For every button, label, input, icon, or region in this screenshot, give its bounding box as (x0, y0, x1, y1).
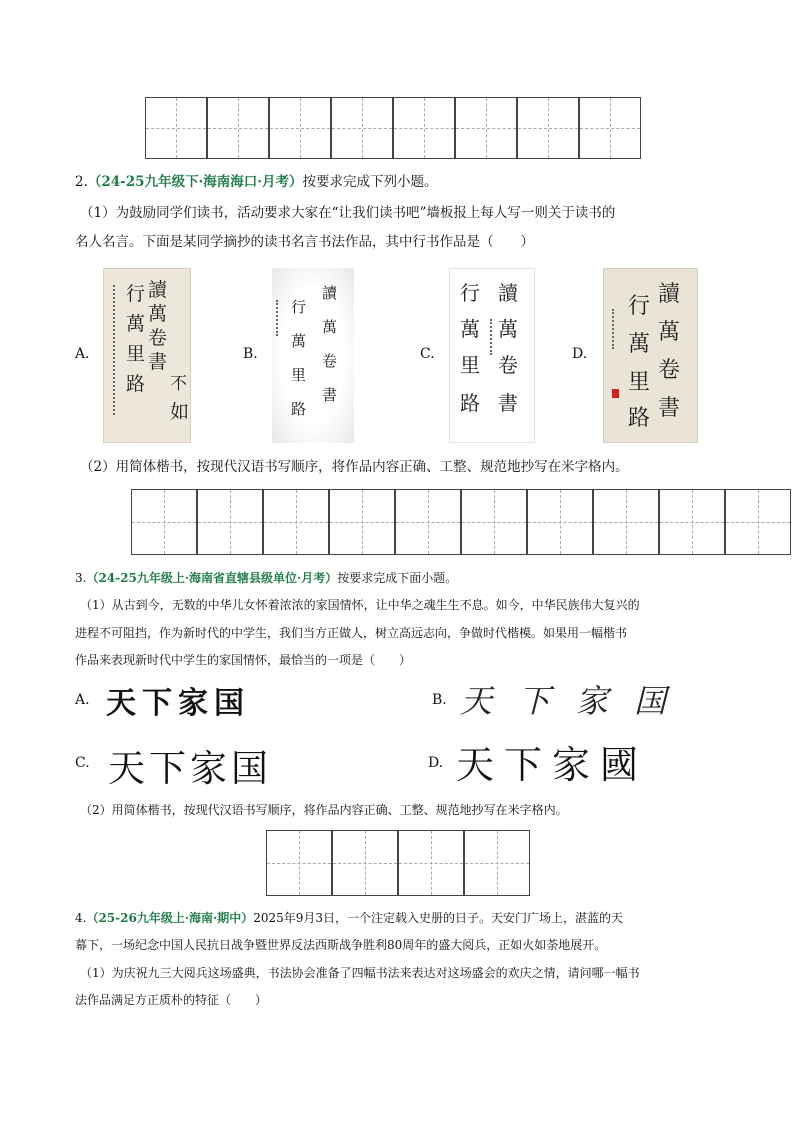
q2-instruction: 按要求完成下列小题。 (302, 174, 438, 190)
q4-line3: （1）为庆祝九三大阅兵这场盛典，书法协会准备了四幅书法来表达对这场盛会的欢庆之情，请问哪一幅书 (80, 966, 640, 980)
q2-sub2: （2）用简体楷书，按现代汉语书写顺序，将作品内容正确、工整、规范地抄写在米字格内。 (80, 459, 629, 475)
signature-strokes (612, 309, 616, 349)
calligraphy-char: 萬 (628, 332, 651, 357)
calligraphy-char: 卷 (658, 358, 681, 383)
grid-cell[interactable] (393, 97, 455, 159)
calligraphy-char: 里 (291, 366, 307, 384)
grid-cell[interactable] (464, 830, 530, 896)
grid-cell[interactable] (455, 97, 517, 159)
calligraphy-char: 萬 (126, 313, 146, 335)
grid-cell[interactable] (207, 97, 269, 159)
calligraphy-char: 行 (291, 298, 307, 316)
signature-strokes (276, 300, 280, 336)
q4-line4: 法作品满足方正质朴的特征（ ） (75, 993, 268, 1007)
signature-strokes (490, 319, 494, 355)
grid-cell[interactable] (461, 489, 527, 555)
q3-option-c-label[interactable]: C. (75, 755, 90, 771)
q3-sub1-line1: （1）从古到今，无数的中华儿女怀着浓浓的家国情怀，让中华之魂生生不息。如今，中华民族伟大复兴的 (80, 598, 640, 612)
q2-source: （24-25九年级下·海南海口·月考） (87, 174, 303, 190)
q3-sub2: （2）用简体楷书，按现代汉语书写顺序，将作品内容正确、工整、规范地抄写在米字格内。 (80, 803, 568, 817)
calligraphy-char: 書 (658, 396, 681, 421)
q3-number: 3. (75, 571, 87, 585)
q2-option-b-calligraphy[interactable] (272, 268, 354, 443)
q2-writing-grid (131, 489, 791, 555)
calligraphy-char: 讀 (148, 279, 168, 301)
q3-writing-grid (266, 830, 530, 896)
calligraphy-char: 不 (170, 374, 187, 394)
q3-option-c-calligraphy[interactable]: 天下家国 (108, 747, 272, 790)
q4-number: 4. (75, 911, 87, 925)
q2-option-b-label[interactable]: B. (243, 346, 258, 362)
q3-sub1-line3: 作品来表现新时代中学生的家国情怀，最恰当的一项是（ ） (75, 653, 412, 667)
q3-instruction: 按要求完成下面小题。 (337, 571, 458, 585)
red-seal-stamp (612, 389, 619, 398)
q2-option-d-label[interactable]: D. (572, 346, 588, 362)
q4-line2: 幕下，一场纪念中国人民抗日战争暨世界反法西斯战争胜利80周年的盛大阅兵，正如火如荼地展开。 (75, 938, 607, 952)
q3-option-d-label[interactable]: D. (428, 755, 444, 771)
q2-number: 2. (75, 174, 88, 190)
q2-option-c-label[interactable]: C. (420, 346, 435, 362)
grid-cell[interactable] (329, 489, 395, 555)
calligraphy-char: 讀 (658, 282, 681, 307)
signature-strokes (113, 285, 117, 415)
q2-sub1-line2: 名人名言。下面是某同学摘抄的读书名言书法作品，其中行书作品是（ ） (75, 234, 534, 250)
calligraphy-char: 萬 (658, 320, 681, 345)
grid-cell[interactable] (266, 830, 332, 896)
q4-source: （25-26九年级上·海南·期中） (86, 911, 254, 925)
calligraphy-char: 萬 (148, 303, 168, 325)
calligraphy-char: 萬 (498, 317, 518, 341)
grid-cell[interactable] (398, 830, 464, 896)
q3-option-d-calligraphy[interactable]: 天下家國 (456, 743, 649, 787)
q2-sub1-line1: （1）为鼓励同学们读书，活动要求大家在“让我们读书吧”墙板报上每人写一则关于读书的 (80, 205, 616, 221)
q4-header (75, 908, 623, 928)
q2-option-a-label[interactable]: A. (75, 346, 90, 362)
calligraphy-char: 卷 (322, 352, 338, 370)
grid-cell[interactable] (725, 489, 791, 555)
q3-option-b-label[interactable]: B. (432, 692, 447, 708)
calligraphy-char: 卷 (148, 327, 168, 349)
top-writing-grid (145, 97, 641, 159)
q2-option-d-calligraphy[interactable] (603, 268, 698, 443)
calligraphy-char: 路 (126, 373, 146, 395)
q2-option-c-calligraphy[interactable] (449, 268, 535, 443)
calligraphy-char: 萬 (460, 317, 480, 341)
calligraphy-char: 書 (322, 386, 338, 404)
grid-cell[interactable] (659, 489, 725, 555)
grid-cell[interactable] (263, 489, 329, 555)
grid-cell[interactable] (517, 97, 579, 159)
q3-option-a-label[interactable]: A. (75, 692, 90, 708)
calligraphy-char: 萬 (291, 332, 307, 350)
calligraphy-char: 如 (170, 401, 190, 423)
grid-cell[interactable] (332, 830, 398, 896)
calligraphy-char: 路 (291, 400, 307, 418)
calligraphy-char: 讀 (498, 281, 518, 305)
q3-option-b-calligraphy[interactable]: 天下家国 (460, 682, 693, 720)
grid-cell[interactable] (593, 489, 659, 555)
q4-line1: 2025年9月3日，一个注定载入史册的日子。天安门广场上，湛蓝的天 (253, 911, 624, 925)
q3-header (75, 568, 457, 588)
q2-header (75, 172, 437, 192)
q2-option-a-calligraphy[interactable] (103, 268, 191, 443)
q3-sub1-line2: 进程不可阻挡，作为新时代的中学生，我们当方正做人，树立高远志向，争做时代楷模。如果用一幅楷书 (75, 626, 628, 640)
calligraphy-char: 路 (628, 406, 651, 431)
calligraphy-char: 卷 (498, 353, 518, 377)
calligraphy-char: 里 (126, 343, 146, 365)
calligraphy-char: 里 (628, 370, 651, 395)
calligraphy-char: 書 (498, 391, 518, 415)
calligraphy-char: 路 (460, 391, 480, 415)
grid-cell[interactable] (527, 489, 593, 555)
grid-cell[interactable] (269, 97, 331, 159)
grid-cell[interactable] (145, 97, 207, 159)
grid-cell[interactable] (395, 489, 461, 555)
calligraphy-char: 行 (460, 281, 480, 305)
calligraphy-char: 里 (460, 353, 480, 377)
calligraphy-char: 行 (126, 283, 146, 305)
calligraphy-char: 萬 (322, 318, 338, 336)
calligraphy-char: 讀 (322, 284, 338, 302)
calligraphy-char: 行 (628, 294, 651, 319)
grid-cell[interactable] (331, 97, 393, 159)
q3-option-a-calligraphy[interactable]: 天下家国 (106, 686, 250, 721)
grid-cell[interactable] (579, 97, 641, 159)
grid-cell[interactable] (197, 489, 263, 555)
grid-cell[interactable] (131, 489, 197, 555)
q3-source: （24-25九年级上·海南省直辖县级单位·月考） (86, 571, 338, 585)
calligraphy-char: 書 (148, 351, 168, 373)
